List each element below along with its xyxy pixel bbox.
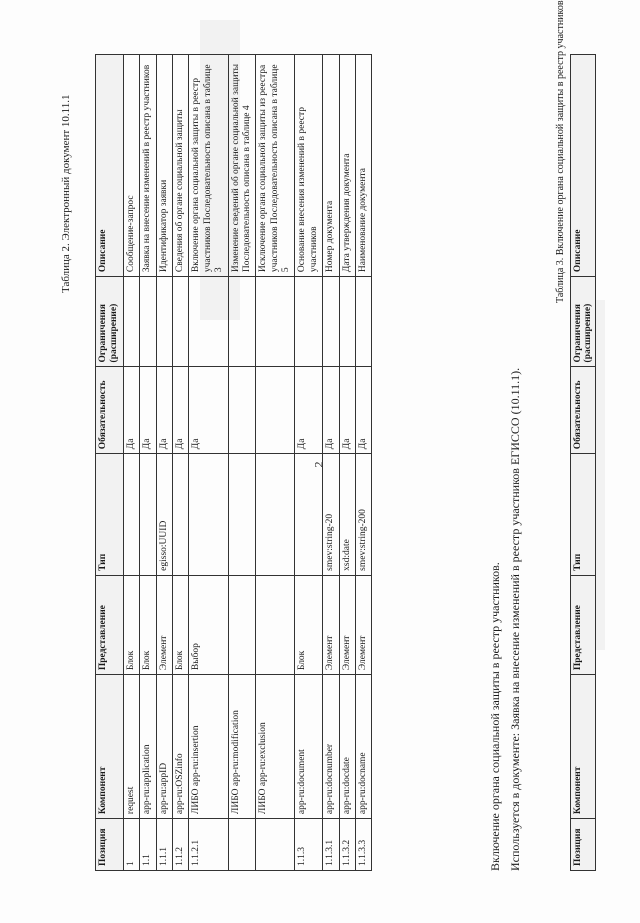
- table-cell: Исключение органа социальной защиты из реестра участников Последовательность описана в таблице 5: [256, 55, 295, 277]
- table-row: [295, 55, 323, 871]
- table-cell: 1.1.3.1: [323, 819, 339, 871]
- table-cell: app-ru:document: [295, 675, 323, 819]
- table-cell: Сообщение-запрос: [123, 55, 139, 277]
- table-cell: [140, 277, 156, 367]
- table-cell: Да: [140, 367, 156, 454]
- table-cell: Сведения об органе социальной защиты: [172, 55, 188, 277]
- table-cell: 1.1.3.2: [339, 819, 355, 871]
- table-cell: [228, 454, 256, 576]
- table-cell: [123, 454, 139, 576]
- table2-header-cell: Компонент: [96, 675, 124, 819]
- table-cell: Идентификатор заявки: [156, 55, 172, 277]
- table-row: [189, 55, 228, 871]
- table2-header-cell: Описание: [96, 55, 124, 277]
- table-cell: Да: [123, 367, 139, 454]
- paragraph-insertion: Включение органа социальной защиты в реестр участников.: [488, 562, 502, 871]
- table2-caption: Таблица 2. Электронный документ 10.11.1: [60, 94, 72, 293]
- table-cell: Блок: [140, 575, 156, 674]
- table-cell: Блок: [172, 575, 188, 674]
- table3-header-row: [571, 55, 596, 871]
- table-cell: [228, 367, 256, 454]
- table2-header-row: [96, 55, 124, 871]
- table-cell: app-ru:docdate: [339, 675, 355, 819]
- table-cell: app-ru:appID: [156, 675, 172, 819]
- table2-header-cell: Позиция: [96, 819, 124, 871]
- table-cell: [323, 277, 339, 367]
- page-number: 2: [311, 461, 326, 468]
- table-cell: Элемент: [323, 575, 339, 674]
- table2-body: [123, 55, 372, 871]
- table-cell: Номер документа: [323, 55, 339, 277]
- table-cell: Да: [189, 367, 228, 454]
- table-cell: [189, 277, 228, 367]
- table-cell: Элемент: [156, 575, 172, 674]
- table-cell: ЛИБО app-ru:insertion: [189, 675, 228, 819]
- table-cell: [140, 454, 156, 576]
- table-cell: Да: [172, 367, 188, 454]
- table-cell: Да: [295, 367, 323, 454]
- table-row: [256, 55, 295, 871]
- table-cell: 1.1.1: [156, 819, 172, 871]
- table-cell: Дата утверждения документа: [339, 55, 355, 277]
- table-cell: [295, 277, 323, 367]
- table-row: [323, 55, 339, 871]
- table-cell: app-ru:OSZinfo: [172, 675, 188, 819]
- table3: [570, 54, 596, 871]
- table2-header-cell: Обязательность: [96, 367, 124, 454]
- table-cell: [228, 819, 256, 871]
- table-cell: [189, 454, 228, 576]
- table3-header-cell: Обязательность: [571, 367, 596, 454]
- table-cell: smev:string-20: [323, 454, 339, 576]
- table-cell: app-ru:docnumber: [323, 675, 339, 819]
- table2: [95, 54, 372, 871]
- table-cell: Блок: [123, 575, 139, 674]
- table-cell: Да: [339, 367, 355, 454]
- table-cell: [172, 454, 188, 576]
- table-cell: Да: [156, 367, 172, 454]
- table-row: [140, 55, 156, 871]
- table-cell: request: [123, 675, 139, 819]
- table-row: [172, 55, 188, 871]
- table-cell: [172, 277, 188, 367]
- table3-caption: Таблица 3. Включение органа социальной защиты в реестр участников: [555, 0, 566, 303]
- table-cell: Элемент: [339, 575, 355, 674]
- table-cell: Элемент: [356, 575, 372, 674]
- table-cell: Выбор: [189, 575, 228, 674]
- paragraph-used-in: Используется в документе: Заявка на внесение изменений в реестр участников ЕГИССО (10.11.1).: [508, 367, 522, 871]
- table-cell: 1.1.2.1: [189, 819, 228, 871]
- table-cell: [256, 367, 295, 454]
- table-cell: [156, 277, 172, 367]
- table-cell: [295, 454, 323, 576]
- table3-header-cell: Представление: [571, 575, 596, 674]
- table-cell: 1: [123, 819, 139, 871]
- table-cell: Наименование документа: [356, 55, 372, 277]
- table-cell: ЛИБО app-ru:modification: [228, 675, 256, 819]
- table-cell: [256, 454, 295, 576]
- table3-header-cell: Компонент: [571, 675, 596, 819]
- table2-header-cell: Ограничения (расширение): [96, 277, 124, 367]
- table-cell: egisso:UUID: [156, 454, 172, 576]
- table-cell: Блок: [295, 575, 323, 674]
- table-row: [228, 55, 256, 871]
- table-row: [339, 55, 355, 871]
- table-cell: Да: [323, 367, 339, 454]
- table3-header-cell: Позиция: [571, 819, 596, 871]
- table-cell: [339, 277, 355, 367]
- table-row: [123, 55, 139, 871]
- table-row: [156, 55, 172, 871]
- table-cell: 1.1.3.3: [356, 819, 372, 871]
- table-cell: smev:string-200: [356, 454, 372, 576]
- table-cell: [256, 575, 295, 674]
- table-cell: [256, 277, 295, 367]
- table-cell: [256, 819, 295, 871]
- table-cell: [228, 277, 256, 367]
- table-cell: app-ru:application: [140, 675, 156, 819]
- table-cell: Заявка на внесение изменений в реестр участников: [140, 55, 156, 277]
- table2-header-cell: Тип: [96, 454, 124, 576]
- table-cell: xsd:date: [339, 454, 355, 576]
- table3-header-cell: Тип: [571, 454, 596, 576]
- table-cell: 1.1.2: [172, 819, 188, 871]
- table3-header-cell: Ограничения (расширение): [571, 277, 596, 367]
- table-cell: [228, 575, 256, 674]
- table-cell: 1.1: [140, 819, 156, 871]
- table-cell: Изменение сведений об органе социальной защиты Последовательность описана в таблице 4: [228, 55, 256, 277]
- table-cell: 1.1.3: [295, 819, 323, 871]
- table-cell: Основание внесения изменений в реестр участников: [295, 55, 323, 277]
- table-cell: app-ru:docname: [356, 675, 372, 819]
- table-cell: Да: [356, 367, 372, 454]
- table-cell: [123, 277, 139, 367]
- table2-header-cell: Представление: [96, 575, 124, 674]
- table-cell: [356, 277, 372, 367]
- table-cell: ЛИБО app-ru:exclusion: [256, 675, 295, 819]
- table-row: [356, 55, 372, 871]
- table-cell: Включение органа социальной защиты в реестр участников Последовательность описана в таблице 3: [189, 55, 228, 277]
- table3-header-cell: Описание: [571, 55, 596, 277]
